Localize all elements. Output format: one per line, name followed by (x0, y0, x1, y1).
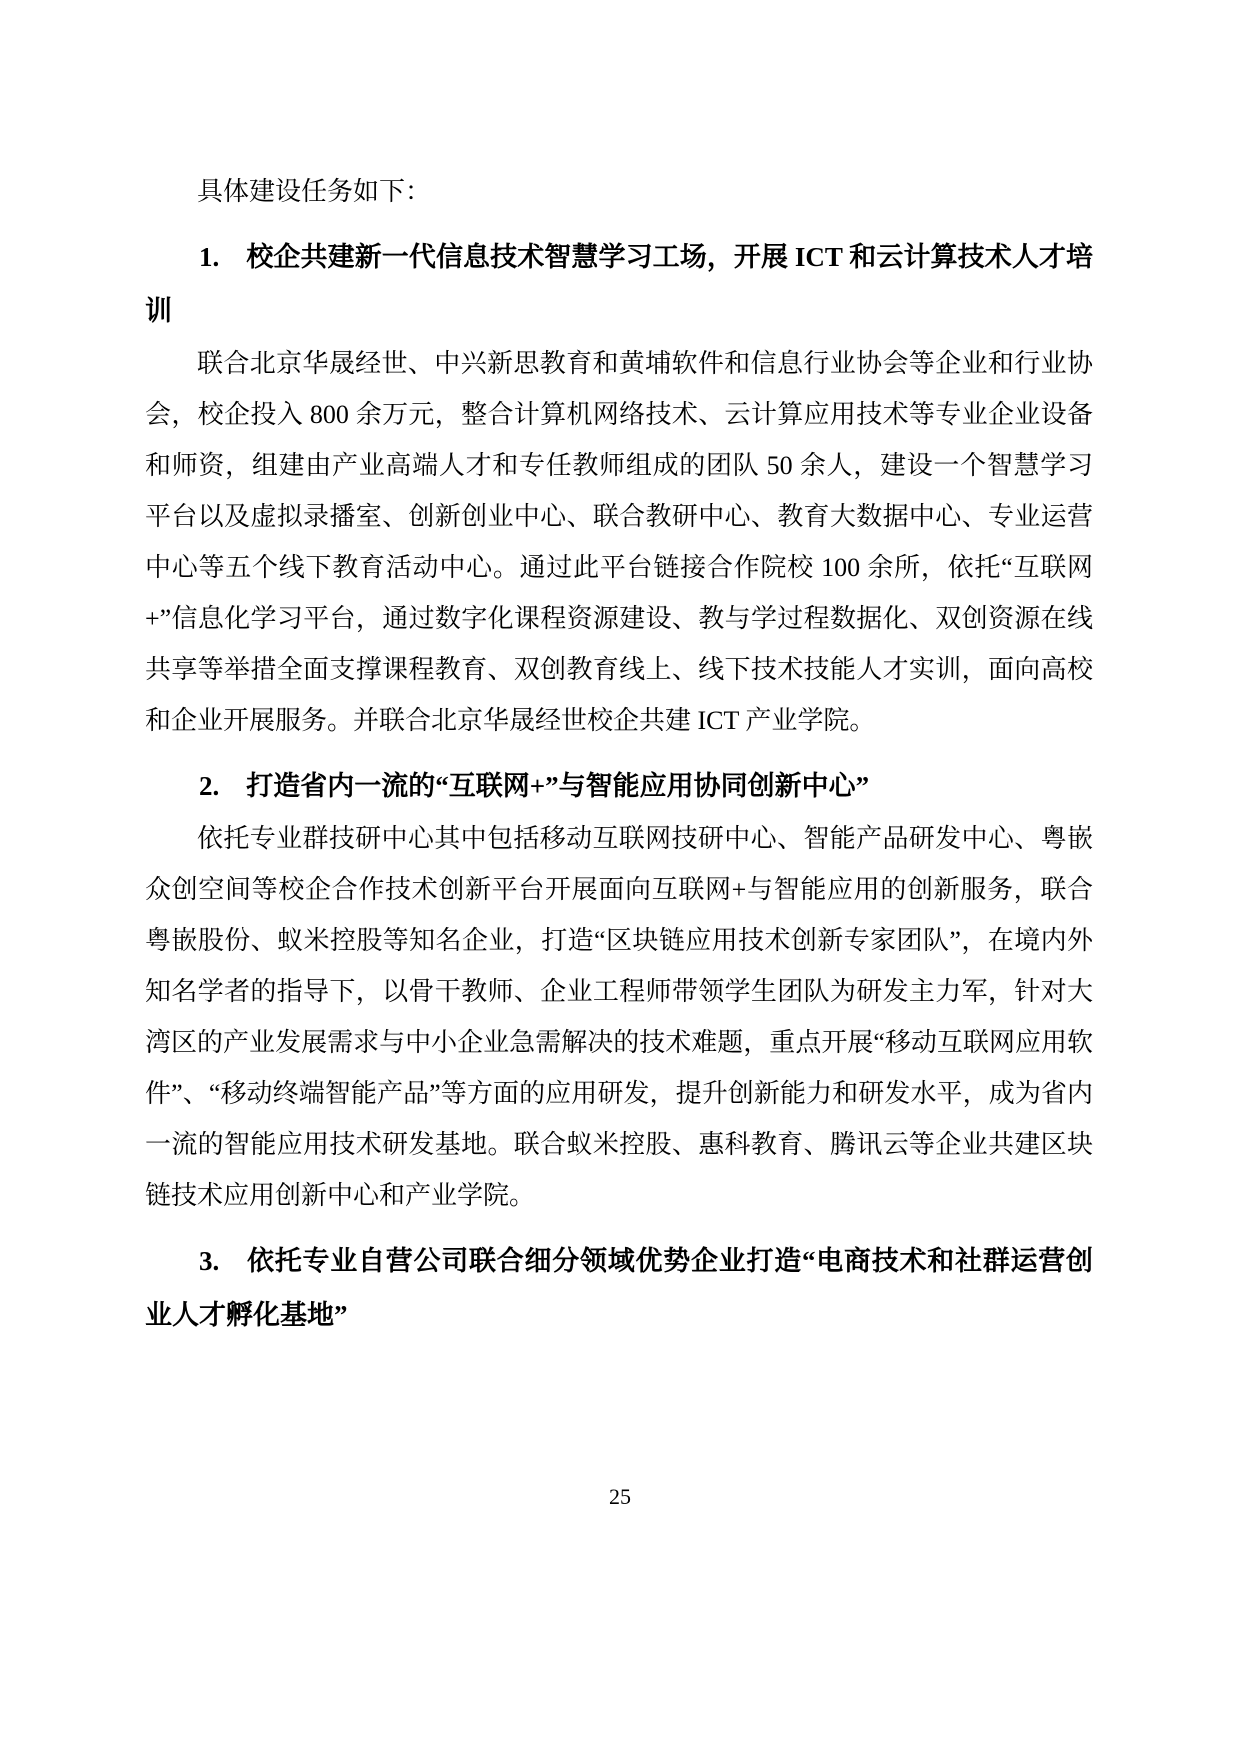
section-2-body: 依托专业群技研中心其中包括移动互联网技研中心、智能产品研发中心、粤嵌众创空间等校企合作技术创新平台开展面向互联网+与智能应用的创新服务，联合粤嵌股份、蚁米控股等知名企业，打造“区块链应用技术创新专家团队”，在境内外知名学者的指导下，以骨干教师、企业工程师带领学生团队为研发主力军，针对大湾区的产业发展需求与中小企业急需解决的技术难题，重点开展“移动互联网应用软件”、“移动终端智能产品”等方面的应用研发，提升创新能力和研发水平，成为省内一流的智能应用技术研发基地。联合蚁米控股、惠科教育、腾讯云等企业共建区块链技术应用创新中心和产业学院。 (145, 824, 1093, 1210)
section-2-heading: 2. 打造省内一流的“互联网+”与智能应用协同创新中心” (199, 771, 870, 801)
intro-paragraph: 具体建设任务如下： (197, 177, 432, 206)
section-3-heading: 3. 依托专业自营公司联合细分领域优势企业打造“电商技术和社群运营创业人才孵化基地” (145, 1246, 1093, 1330)
page-number: 25 (609, 1484, 631, 1509)
section-1-body: 联合北京华晟经世、中兴新思教育和黄埔软件和信息行业协会等企业和行业协会，校企投入 800 余万元，整合计算机网络技术、云计算应用技术等专业企业设备和师资，组建由产业高端人才和专任教师组成的团队 50 余人，建设一个智慧学习平台以及虚拟录播室、创新创业中心、联合教研中心、教育大数据中心、专业运营中心等五个线下教育活动中心。通过此平台链接合作院校 100 余所，依托“互联网+”信息化学习平台，通过数字化课程资源建设、教与学过程数据化、双创资源在线共享等举措全面支撑课程教育、双创教育线上、线下技术技能人才实训，面向高校和企业开展服务。并联合北京华晟经世校企共建 ICT 产业学院。 (145, 349, 1093, 735)
section-1-heading: 1. 校企共建新一代信息技术智慧学习工场，开展 ICT 和云计算技术人才培训 (145, 242, 1093, 326)
